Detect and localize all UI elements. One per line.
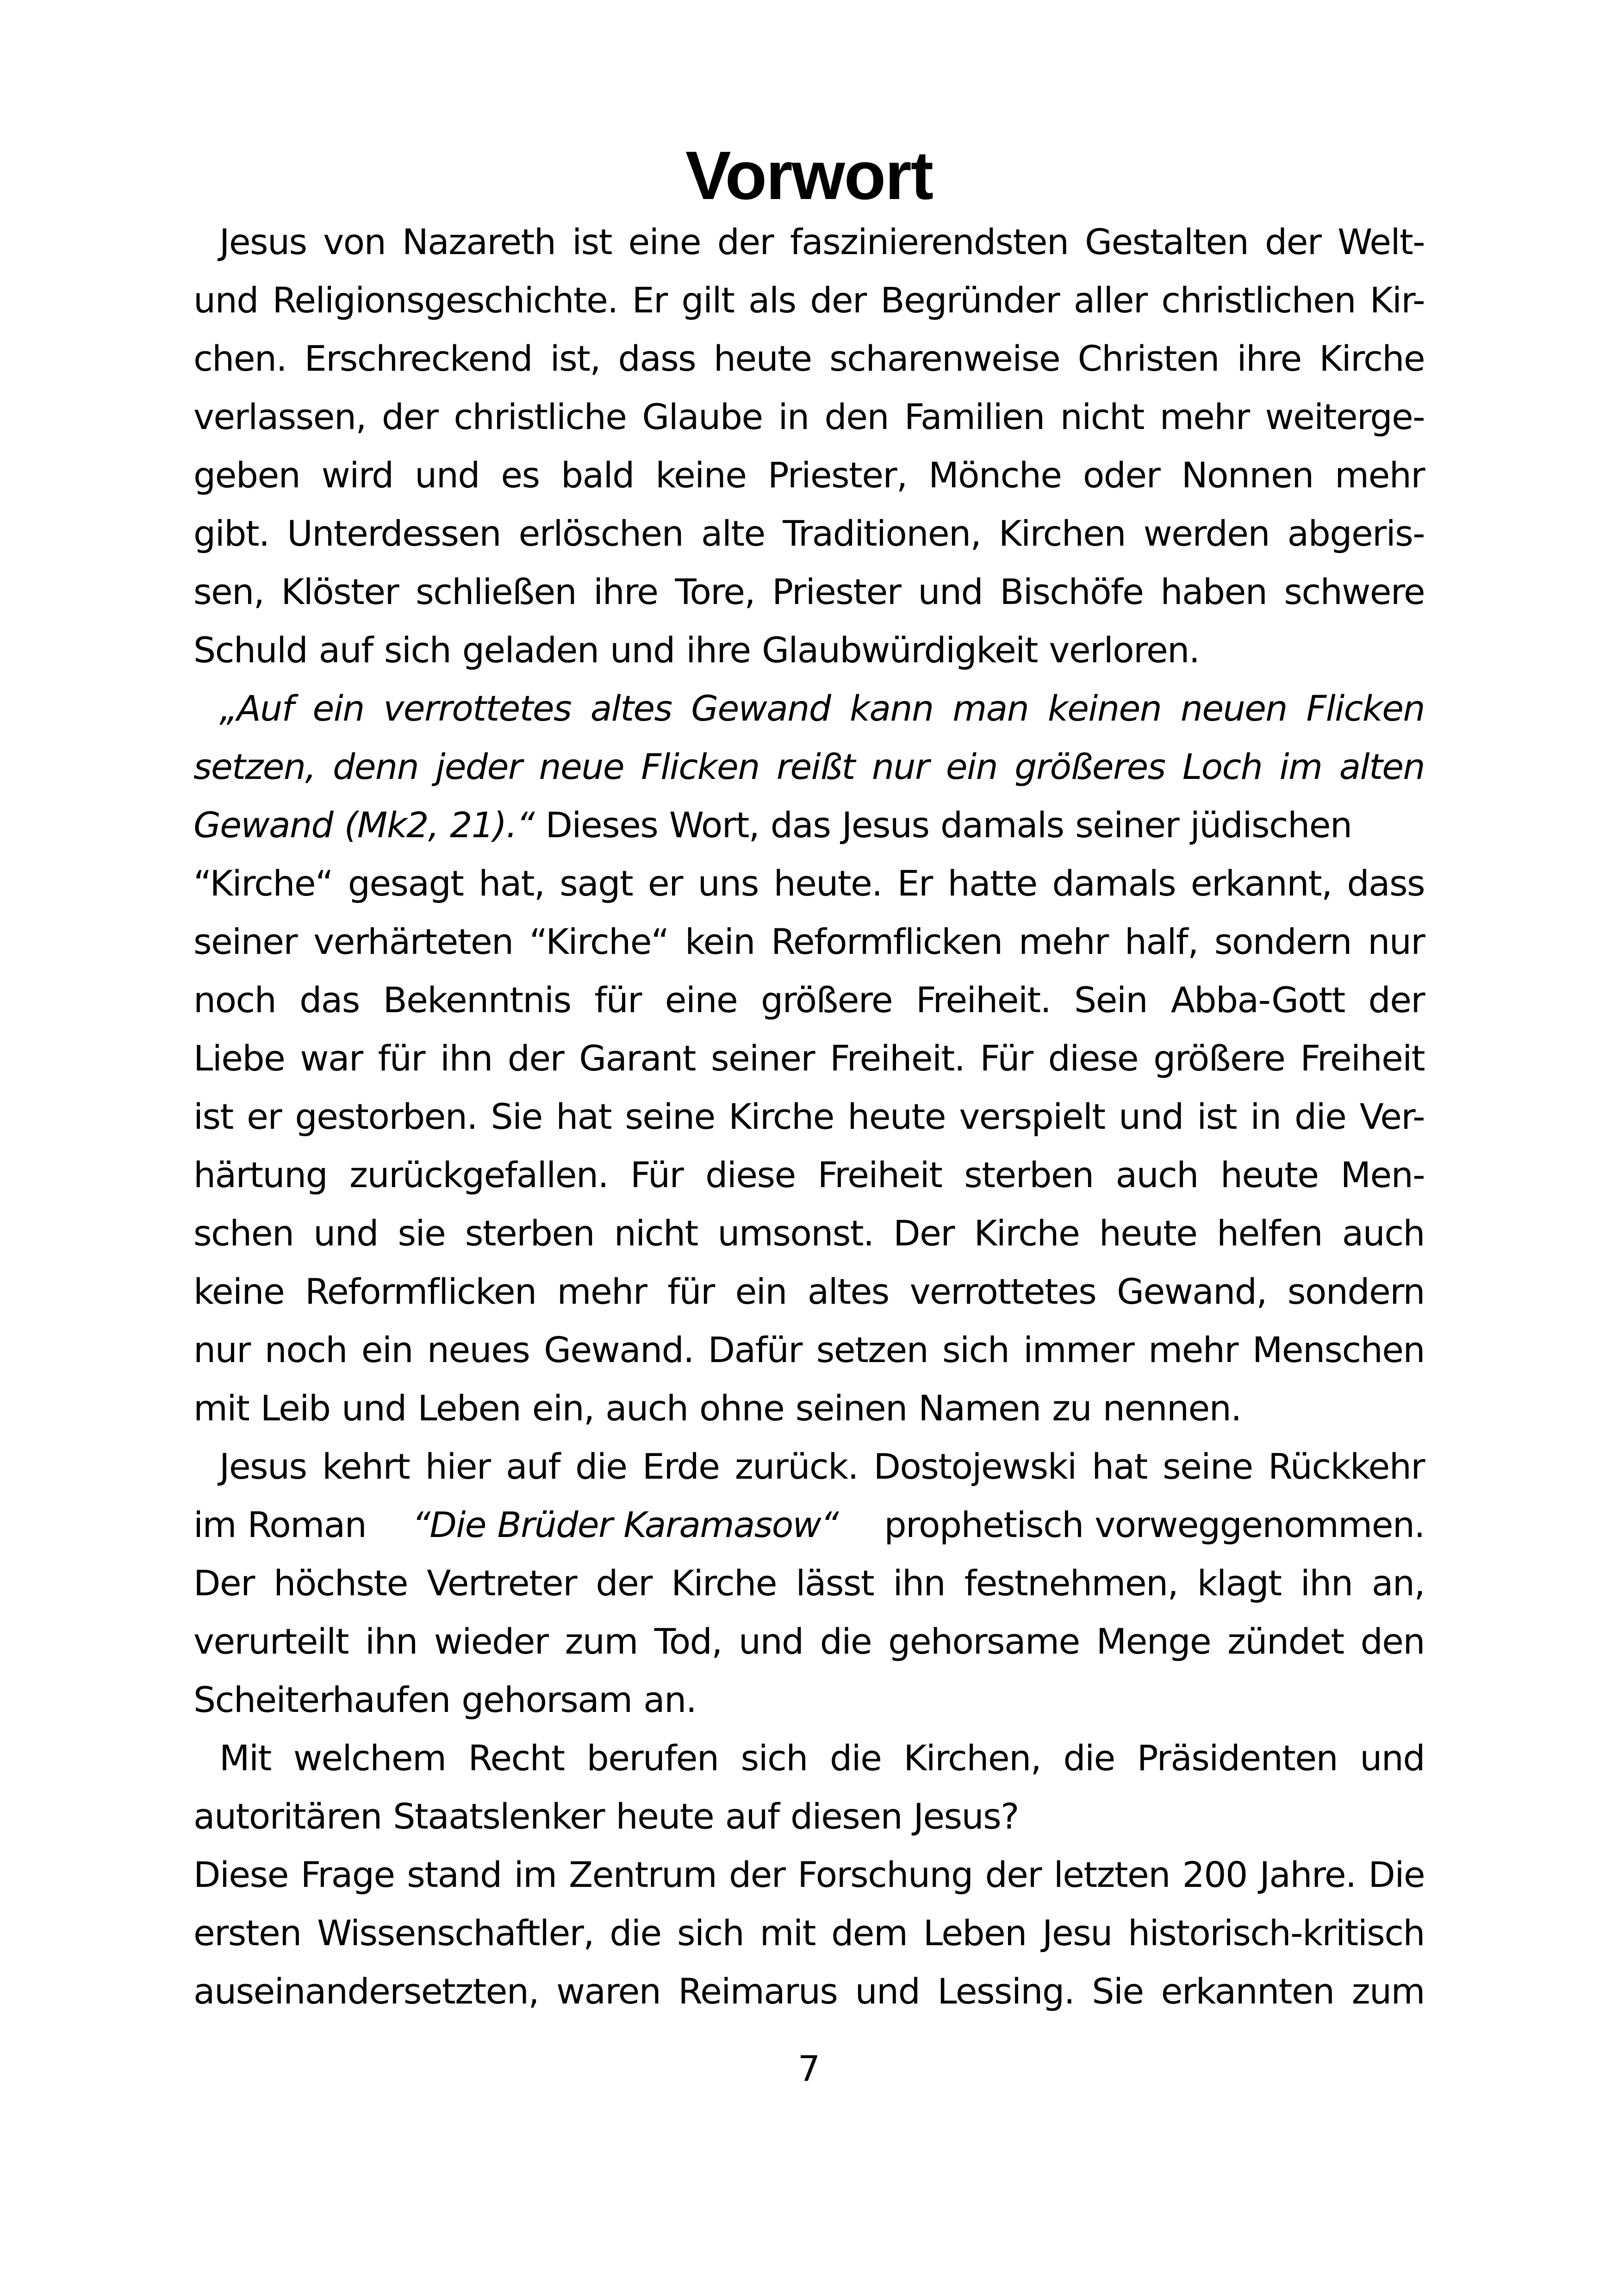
text-line: schen und sie sterben nicht umsonst. Der Kirche heute helfen auch (193, 1213, 1425, 1254)
text-segment: prophetisch vorweggenommen. (884, 1504, 1425, 1545)
body-text (193, 213, 1425, 2021)
text-line: ersten Wissenschaftler, die sich mit dem Leben Jesu historisch-kritisch (193, 1912, 1425, 1954)
text-line: Scheiterhaufen gehorsam an. (193, 1679, 697, 1720)
text-line: Diese Frage stand im Zentrum der Forschung der letzten 200 Jahre. Die (193, 1854, 1425, 1895)
text-line: mit Leib und Leben ein, auch ohne seinen Namen zu nennen. (193, 1388, 1241, 1429)
page-title: Vorwort (685, 137, 933, 214)
text-line: keine Reformflicken mehr für ein altes verrottetes Gewand, sondern (193, 1271, 1425, 1312)
text-line: noch das Bekenntnis für eine größere Freiheit. Sein Abba-Gott der (193, 979, 1425, 1020)
quote-line: „Auf ein verrottetes altes Gewand kann man keinen neuen Flicken (219, 688, 1425, 729)
text-line: verlassen, der christliche Glaube in den Familien nicht mehr weiterge- (193, 396, 1425, 437)
text-line: chen. Erschreckend ist, dass heute scharenweise Christen ihre Kirche (193, 338, 1425, 379)
quote-citation: Gewand (Mk2, 21).“ (193, 804, 534, 846)
text-line: auseinandersetzten, waren Reimarus und Lessing. Sie erkannten zum (193, 1971, 1425, 2012)
book-title: “Die Brüder Karamasow“ (412, 1504, 838, 1545)
text-line: Liebe war für ihn der Garant seiner Freiheit. Für diese größere Freiheit (193, 1038, 1425, 1079)
text-line: ist er gestorben. Sie hat seine Kirche heute verspielt und ist in die Ver- (193, 1096, 1425, 1137)
text-line: Jesus von Nazareth ist eine der faszinierendsten Gestalten der Welt- (219, 221, 1425, 262)
text-line: Jesus kehrt hier auf die Erde zurück. Dostojewski hat seine Rückkehr (219, 1446, 1425, 1487)
text-line: “Kirche“ gesagt hat, sagt er uns heute. Er hatte damals erkannt, dass (193, 863, 1425, 904)
text-segment: im Roman (193, 1504, 367, 1545)
text-line: Mit welchem Recht berufen sich die Kirchen, die Präsidenten und (219, 1737, 1425, 1779)
text-line: und Religionsgeschichte. Er gilt als der Begründer aller christlichen Kir- (193, 280, 1425, 321)
quote-line: setzen, denn jeder neue Flicken reißt nur ein größeres Loch im alten (193, 746, 1425, 787)
text-line: gibt. Unterdessen erlöschen alte Traditionen, Kirchen werden abgeris- (193, 513, 1425, 554)
text-line: härtung zurückgefallen. Für diese Freiheit sterben auch heute Men- (193, 1154, 1425, 1195)
text-line (193, 796, 1425, 854)
page-number: 7 (797, 2048, 821, 2089)
text-line: sen, Klöster schließen ihre Tore, Priester und Bischöfe haben schwere (193, 571, 1425, 612)
text-line: Der höchste Vertreter der Kirche lässt ihn festnehmen, klagt ihn an, (193, 1562, 1425, 1604)
text-line (193, 1496, 1425, 1554)
text-line: Schuld auf sich geladen und ihre Glaubwürdigkeit verloren. (193, 629, 1200, 671)
text-line: seiner verhärteten “Kirche“ kein Reformflicken mehr half, sondern nur (193, 921, 1425, 962)
text-segment: Dieses Wort, das Jesus damals seiner jüdischen (534, 804, 1352, 846)
text-line: nur noch ein neues Gewand. Dafür setzen sich immer mehr Menschen (193, 1329, 1425, 1370)
text-line: autoritären Staatslenker heute auf diesen Jesus? (193, 1796, 1019, 1837)
text-line: verurteilt ihn wieder zum Tod, und die gehorsame Menge zündet den (193, 1621, 1425, 1662)
text-line: geben wird und es bald keine Priester, Mönche oder Nonnen mehr (193, 454, 1425, 496)
